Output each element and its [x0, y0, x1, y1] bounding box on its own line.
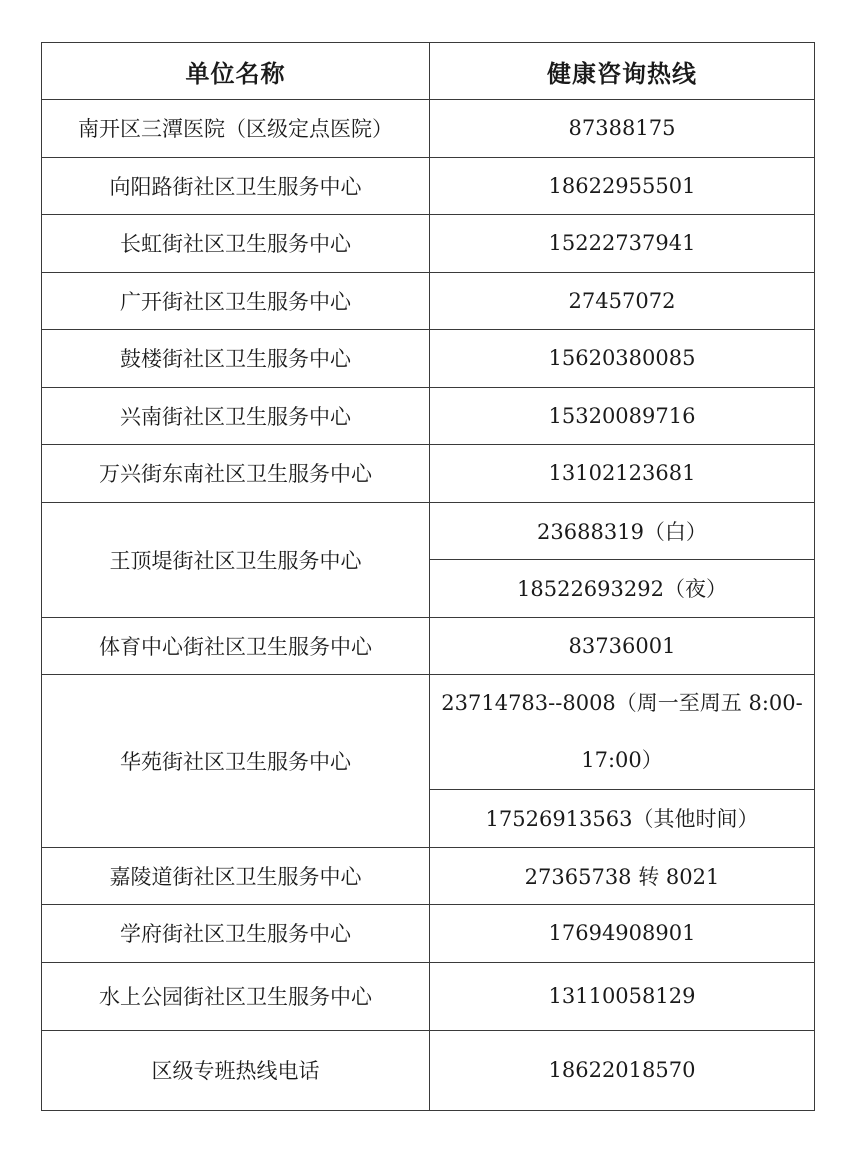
table-row: [42, 272, 815, 330]
table-row: [42, 215, 815, 273]
table-row: [42, 847, 815, 905]
table-row: [42, 157, 815, 215]
hotline-cell: 27365738 转 8021: [430, 847, 815, 905]
unit-name-cell: 鼓楼街社区卫生服务中心: [42, 330, 430, 388]
hotline-cell: 13110058129: [430, 962, 815, 1030]
unit-name-cell: 向阳路街社区卫生服务中心: [42, 157, 430, 215]
hotline-cell: 87388175: [430, 100, 815, 158]
hotline-cell: 13102123681: [430, 445, 815, 503]
unit-name-cell: 嘉陵道街社区卫生服务中心: [42, 847, 430, 905]
unit-name-cell: 兴南街社区卫生服务中心: [42, 387, 430, 445]
table-row: [42, 330, 815, 388]
unit-name-cell: 区级专班热线电话: [42, 1030, 430, 1110]
unit-name-cell: 华苑街社区卫生服务中心: [42, 675, 430, 848]
hotline-cell-day: 23688319（白）: [430, 502, 815, 560]
unit-name-cell: 长虹街社区卫生服务中心: [42, 215, 430, 273]
header-row: [42, 43, 815, 100]
hotline-cell: 83736001: [430, 617, 815, 675]
hotline-cell: 17694908901: [430, 905, 815, 963]
unit-name-cell: 广开街社区卫生服务中心: [42, 272, 430, 330]
hotline-cell-night: 18522693292（夜）: [430, 560, 815, 618]
unit-name-cell: 体育中心街社区卫生服务中心: [42, 617, 430, 675]
hotline-cell: 15222737941: [430, 215, 815, 273]
table-row: [42, 675, 815, 790]
unit-name-cell: 南开区三潭医院（区级定点医院）: [42, 100, 430, 158]
table-row: [42, 387, 815, 445]
hotline-cell: 18622018570: [430, 1030, 815, 1110]
table-row: [42, 100, 815, 158]
table-row: [42, 502, 815, 560]
hotline-cell: 27457072: [430, 272, 815, 330]
hotline-cell-weekday: 23714783--8008（周一至周五 8:00-17:00）: [430, 675, 815, 790]
hotline-header: 健康咨询热线: [430, 43, 815, 100]
hotline-cell: 15620380085: [430, 330, 815, 388]
table-row: [42, 905, 815, 963]
table-row: [42, 445, 815, 503]
unit-name-header: 单位名称: [42, 43, 430, 100]
hotline-table: [41, 42, 815, 1111]
hotline-cell-other: 17526913563（其他时间）: [430, 790, 815, 848]
table-row: [42, 1030, 815, 1110]
unit-name-cell: 王顶堤街社区卫生服务中心: [42, 502, 430, 617]
unit-name-cell: 水上公园街社区卫生服务中心: [42, 962, 430, 1030]
hotline-cell: 15320089716: [430, 387, 815, 445]
hotline-cell: 18622955501: [430, 157, 815, 215]
unit-name-cell: 学府街社区卫生服务中心: [42, 905, 430, 963]
unit-name-cell: 万兴街东南社区卫生服务中心: [42, 445, 430, 503]
table-row: [42, 617, 815, 675]
table-row: [42, 962, 815, 1030]
